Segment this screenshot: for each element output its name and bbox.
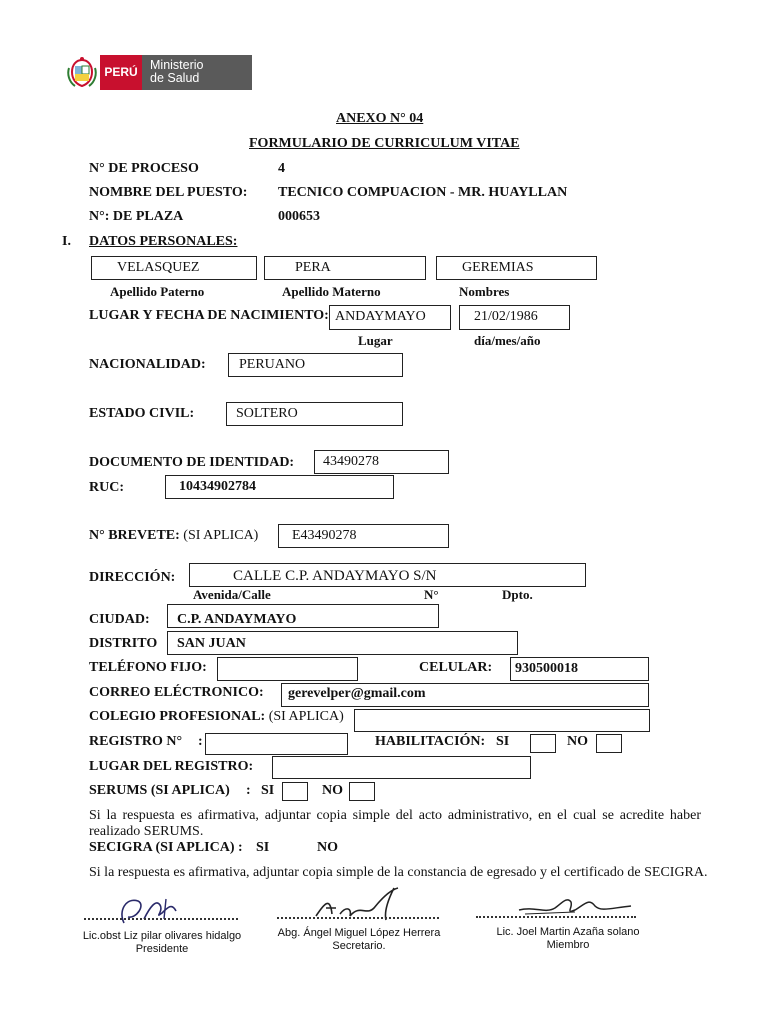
- habilitacion-no-checkbox[interactable]: [596, 734, 622, 753]
- documento-label: DOCUMENTO DE IDENTIDAD:: [89, 455, 295, 470]
- page-subtitle: FORMULARIO DE CURRICULUM VITAE: [249, 136, 520, 151]
- apellido-paterno-field[interactable]: [91, 256, 257, 280]
- brevete-label: N° BREVETE:: [89, 528, 180, 543]
- lugar-nacimiento-field[interactable]: [329, 305, 451, 330]
- documento-field[interactable]: [314, 450, 449, 474]
- estado-civil-field[interactable]: [226, 402, 403, 426]
- signature-name-3: Lic. Joel Martin Azaña solano: [496, 926, 640, 938]
- brevete-value: E43490278: [292, 528, 357, 543]
- serums-note: [89, 808, 701, 840]
- serums-note-line-2: realizado SERUMS.: [89, 824, 204, 839]
- lugar-registro-field[interactable]: [272, 756, 531, 779]
- signature-name-1: Lic.obst Liz pilar olivares hidalgo: [82, 930, 242, 942]
- signature-name-2: Abg. Ángel Miguel López Herrera: [277, 927, 441, 939]
- serums-note-line-1: Si la respuesta es afirmativa, adjuntar copia simple del acto administrativo, en el cual se acredite haber: [89, 808, 701, 823]
- celular-field[interactable]: [510, 657, 649, 681]
- ruc-label: RUC:: [89, 480, 124, 495]
- ruc-value: 10434902784: [179, 479, 256, 494]
- apellido-materno-value: PERA: [295, 260, 331, 275]
- registro-colon: :: [198, 734, 203, 749]
- apellido-materno-label: Apellido Materno: [282, 284, 381, 299]
- signature-role-3: Miembro: [546, 939, 590, 951]
- distrito-value: SAN JUAN: [177, 636, 246, 651]
- serums-si-label: SI: [261, 783, 275, 798]
- secigra-label: SECIGRA (SI APLICA) :: [89, 840, 243, 855]
- direccion-label: DIRECCIÓN:: [89, 570, 176, 585]
- serums-no-label: NO: [322, 783, 343, 798]
- distrito-label: DISTRITO: [89, 636, 158, 651]
- brevete-note: (SI APLICA): [183, 528, 259, 543]
- signature-scribble-icon: [110, 893, 190, 927]
- puesto-value: TECNICO COMPUACION - MR. HUAYLLAN: [278, 185, 568, 200]
- serums-no-checkbox[interactable]: [349, 782, 375, 801]
- lugar-label: Lugar: [358, 333, 393, 348]
- celular-label: CELULAR:: [419, 660, 493, 675]
- peru-coat-of-arms-icon: [66, 56, 98, 89]
- nombres-label: Nombres: [459, 284, 510, 299]
- ministry-line-2: de Salud: [150, 71, 200, 85]
- proceso-value: 4: [278, 161, 285, 176]
- ciudad-value: C.P. ANDAYMAYO: [177, 612, 297, 627]
- signature-line-1: [84, 918, 238, 920]
- apellido-materno-field[interactable]: [264, 256, 426, 280]
- correo-field[interactable]: [281, 683, 649, 707]
- telefono-field[interactable]: [217, 657, 358, 681]
- lugar-registro-label: LUGAR DEL REGISTRO:: [89, 759, 254, 774]
- estado-civil-value: SOLTERO: [236, 406, 298, 421]
- minsa-logo: [66, 55, 252, 90]
- brevete-field[interactable]: [278, 524, 449, 548]
- nacionalidad-value: PERUANO: [239, 357, 306, 372]
- distrito-field[interactable]: [167, 631, 518, 655]
- lugar-nacimiento-value: ANDAYMAYO: [335, 309, 426, 324]
- ciudad-field[interactable]: [167, 604, 439, 628]
- correo-label: CORREO ELÉCTRONICO:: [89, 685, 264, 700]
- nacimiento-label: LUGAR Y FECHA DE NACIMIENTO:: [89, 308, 329, 323]
- serums-si-checkbox[interactable]: [282, 782, 308, 801]
- habilitacion-label: HABILITACIÓN:: [375, 734, 486, 749]
- serums-label: SERUMS (SI APLICA): [89, 783, 230, 798]
- colegio-field[interactable]: [354, 709, 650, 732]
- correo-value: gerevelper@gmail.com: [288, 686, 426, 701]
- secigra-no-label: NO: [317, 840, 338, 855]
- registro-label: REGISTRO N°: [89, 734, 183, 749]
- registro-field[interactable]: [205, 733, 348, 755]
- secigra-note: Si la respuesta es afirmativa, adjuntar copia simple de la constancia de egresado y el certificado de SECIGRA.: [89, 865, 708, 880]
- signature-scribble-icon: [310, 886, 410, 926]
- fecha-nacimiento-value: 21/02/1986: [474, 309, 538, 324]
- apellido-paterno-value: VELASQUEZ: [117, 260, 200, 275]
- proceso-label: N° DE PROCESO: [89, 161, 199, 176]
- signature-line-2: [277, 917, 439, 919]
- nombres-value: GEREMIAS: [462, 260, 534, 275]
- habilitacion-si-checkbox[interactable]: [530, 734, 556, 753]
- direccion-value: CALLE C.P. ANDAYMAYO S/N: [233, 568, 437, 584]
- telefono-label: TELÉFONO FIJO:: [89, 660, 207, 675]
- fecha-format-label: día/mes/año: [474, 333, 541, 348]
- numero-label: N°: [424, 587, 439, 602]
- apellido-paterno-label: Apellido Paterno: [110, 284, 205, 299]
- brevete-label-group: [89, 528, 258, 544]
- direccion-field[interactable]: [189, 563, 586, 587]
- section-title: DATOS PERSONALES:: [89, 234, 238, 249]
- plaza-value: 000653: [278, 209, 320, 224]
- plaza-label: N°: DE PLAZA: [89, 209, 184, 224]
- ciudad-label: CIUDAD:: [89, 612, 150, 627]
- documento-value: 43490278: [323, 454, 379, 469]
- colegio-label: COLEGIO PROFESIONAL:: [89, 709, 266, 724]
- section-number: I.: [62, 234, 71, 249]
- secigra-si-label: SI: [256, 840, 270, 855]
- signature-text-3: [474, 926, 662, 952]
- estado-civil-label: ESTADO CIVIL:: [89, 406, 195, 421]
- puesto-label: NOMBRE DEL PUESTO:: [89, 185, 248, 200]
- colegio-label-group: [89, 709, 344, 725]
- ministry-label: [142, 55, 252, 90]
- dpto-label: Dpto.: [502, 587, 533, 602]
- habilitacion-no-label: NO: [567, 734, 588, 749]
- celular-value: 930500018: [515, 661, 578, 676]
- peru-label: PERÚ: [100, 55, 142, 90]
- signature-text-1: [74, 930, 250, 956]
- serums-colon: :: [246, 783, 251, 798]
- signature-role-1: Presidente: [135, 943, 189, 955]
- colegio-note: (SI APLICA): [268, 709, 344, 724]
- signature-line-3: [476, 916, 636, 918]
- ruc-field[interactable]: [165, 475, 394, 499]
- fecha-nacimiento-field[interactable]: [459, 305, 570, 330]
- signature-role-2: Secretario.: [332, 940, 386, 952]
- habilitacion-si-label: SI: [496, 734, 510, 749]
- nacionalidad-label: NACIONALIDAD:: [89, 357, 206, 372]
- nombres-field[interactable]: [436, 256, 597, 280]
- ministry-line-1: Ministerio: [150, 58, 204, 72]
- page-title: ANEXO N° 04: [336, 111, 424, 126]
- avenida-label: Avenida/Calle: [193, 587, 271, 602]
- signature-text-2: [268, 927, 450, 953]
- nacionalidad-field[interactable]: [228, 353, 403, 377]
